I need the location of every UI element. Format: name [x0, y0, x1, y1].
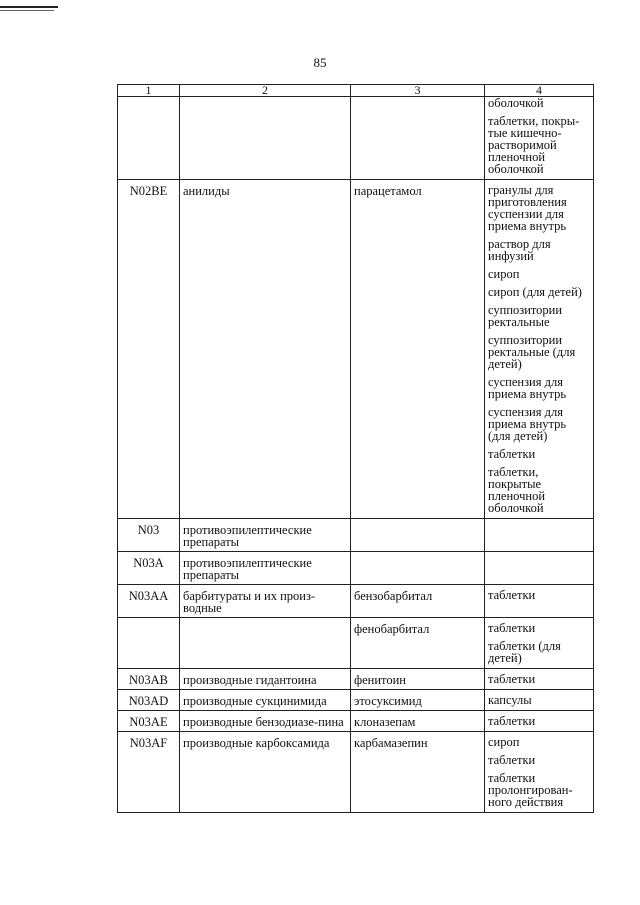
- dosage-form-item: таблетки: [488, 588, 536, 602]
- group-name-cell: производные сукцинимида: [180, 690, 351, 711]
- atc-code-cell: [118, 97, 180, 180]
- dosage-form-item: таблетки: [488, 672, 536, 686]
- group-name-cell: [180, 618, 351, 669]
- table-row: [118, 585, 594, 618]
- dosage-forms-cell: [485, 669, 594, 690]
- dosage-forms-cell: [485, 180, 594, 519]
- dosage-forms-cell: [485, 585, 594, 618]
- dosage-form-item: гранулы для приготовления суспензии для приема внутрь: [488, 183, 567, 233]
- column-number: 4: [485, 85, 594, 97]
- group-name-cell: [180, 97, 351, 180]
- corner-scan-mark-thin: [0, 10, 54, 11]
- page-number: 85: [313, 55, 327, 70]
- column-number: 2: [180, 85, 351, 97]
- table-row: [118, 618, 594, 669]
- drug-name-cell: парацетамол: [351, 180, 485, 519]
- corner-scan-mark: [0, 6, 58, 8]
- table-body: [118, 97, 594, 813]
- group-name-cell: противоэпилептические препараты: [180, 552, 351, 585]
- atc-code-cell: N03AE: [118, 711, 180, 732]
- dosage-form-item: сироп: [488, 267, 520, 281]
- dosage-forms-cell: [485, 97, 594, 180]
- medicines-table: [117, 84, 594, 813]
- table-row: [118, 732, 594, 813]
- dosage-form-item: капсулы: [488, 693, 532, 707]
- drug-name-cell: [351, 552, 485, 585]
- table-row: [118, 669, 594, 690]
- group-name-cell: анилиды: [180, 180, 351, 519]
- drug-name-cell: бензобарбитал: [351, 585, 485, 618]
- group-name-cell: производные бензодиазе-пина: [180, 711, 351, 732]
- column-number: 3: [351, 85, 485, 97]
- dosage-form-item: раствор для инфузий: [488, 237, 551, 263]
- dosage-form-item: суппозитории ректальные: [488, 303, 563, 329]
- dosage-forms-cell: [485, 519, 594, 552]
- dosage-form-item: суспензия для приема внутрь: [488, 375, 567, 401]
- dosage-forms-cell: [485, 732, 594, 813]
- dosage-form-item: сироп (для детей): [488, 285, 582, 299]
- dosage-forms-cell: [485, 618, 594, 669]
- atc-code-cell: N03A: [118, 552, 180, 585]
- dosage-forms-cell: [485, 690, 594, 711]
- drug-name-cell: этосуксимид: [351, 690, 485, 711]
- column-number-row: [118, 85, 594, 97]
- dosage-form-item: оболочкой: [488, 96, 544, 110]
- atc-code-cell: N03: [118, 519, 180, 552]
- dosage-forms-cell: [485, 552, 594, 585]
- dosage-form-item: таблетки пролонгирован-ного действия: [488, 771, 573, 809]
- column-number: 1: [118, 85, 180, 97]
- dosage-forms-cell: [485, 711, 594, 732]
- drug-name-cell: [351, 97, 485, 180]
- drug-name-cell: фенобарбитал: [351, 618, 485, 669]
- atc-code-cell: N03AB: [118, 669, 180, 690]
- table-row: [118, 97, 594, 180]
- dosage-form-item: таблетки: [488, 447, 536, 461]
- drug-name-cell: фенитоин: [351, 669, 485, 690]
- table-row: [118, 180, 594, 519]
- atc-code-cell: N03AF: [118, 732, 180, 813]
- group-name-cell: производные карбоксамида: [180, 732, 351, 813]
- table-row: [118, 711, 594, 732]
- atc-code-cell: N03AA: [118, 585, 180, 618]
- table-row: [118, 552, 594, 585]
- drug-name-cell: клоназепам: [351, 711, 485, 732]
- drug-name-cell: карбамазепин: [351, 732, 485, 813]
- dosage-form-item: сироп: [488, 735, 520, 749]
- table-row: [118, 690, 594, 711]
- dosage-form-item: таблетки, покрытые пленочной оболочкой: [488, 465, 546, 515]
- drug-name-cell: [351, 519, 485, 552]
- atc-code-cell: [118, 618, 180, 669]
- group-name-cell: противоэпилептические препараты: [180, 519, 351, 552]
- group-name-cell: барбитураты и их произ-водные: [180, 585, 351, 618]
- table-row: [118, 519, 594, 552]
- group-name-cell: производные гидантоина: [180, 669, 351, 690]
- atc-code-cell: N03AD: [118, 690, 180, 711]
- dosage-form-item: таблетки, покры-тые кишечно-растворимой пленочной оболочкой: [488, 114, 580, 176]
- dosage-form-item: таблетки: [488, 621, 536, 635]
- dosage-form-item: таблетки: [488, 714, 536, 728]
- dosage-form-item: суспензия для приема внутрь (для детей): [488, 405, 567, 443]
- dosage-form-item: таблетки: [488, 753, 536, 767]
- dosage-form-item: таблетки (для детей): [488, 639, 561, 665]
- atc-code-cell: N02BE: [118, 180, 180, 519]
- dosage-form-item: суппозитории ректальные (для детей): [488, 333, 576, 371]
